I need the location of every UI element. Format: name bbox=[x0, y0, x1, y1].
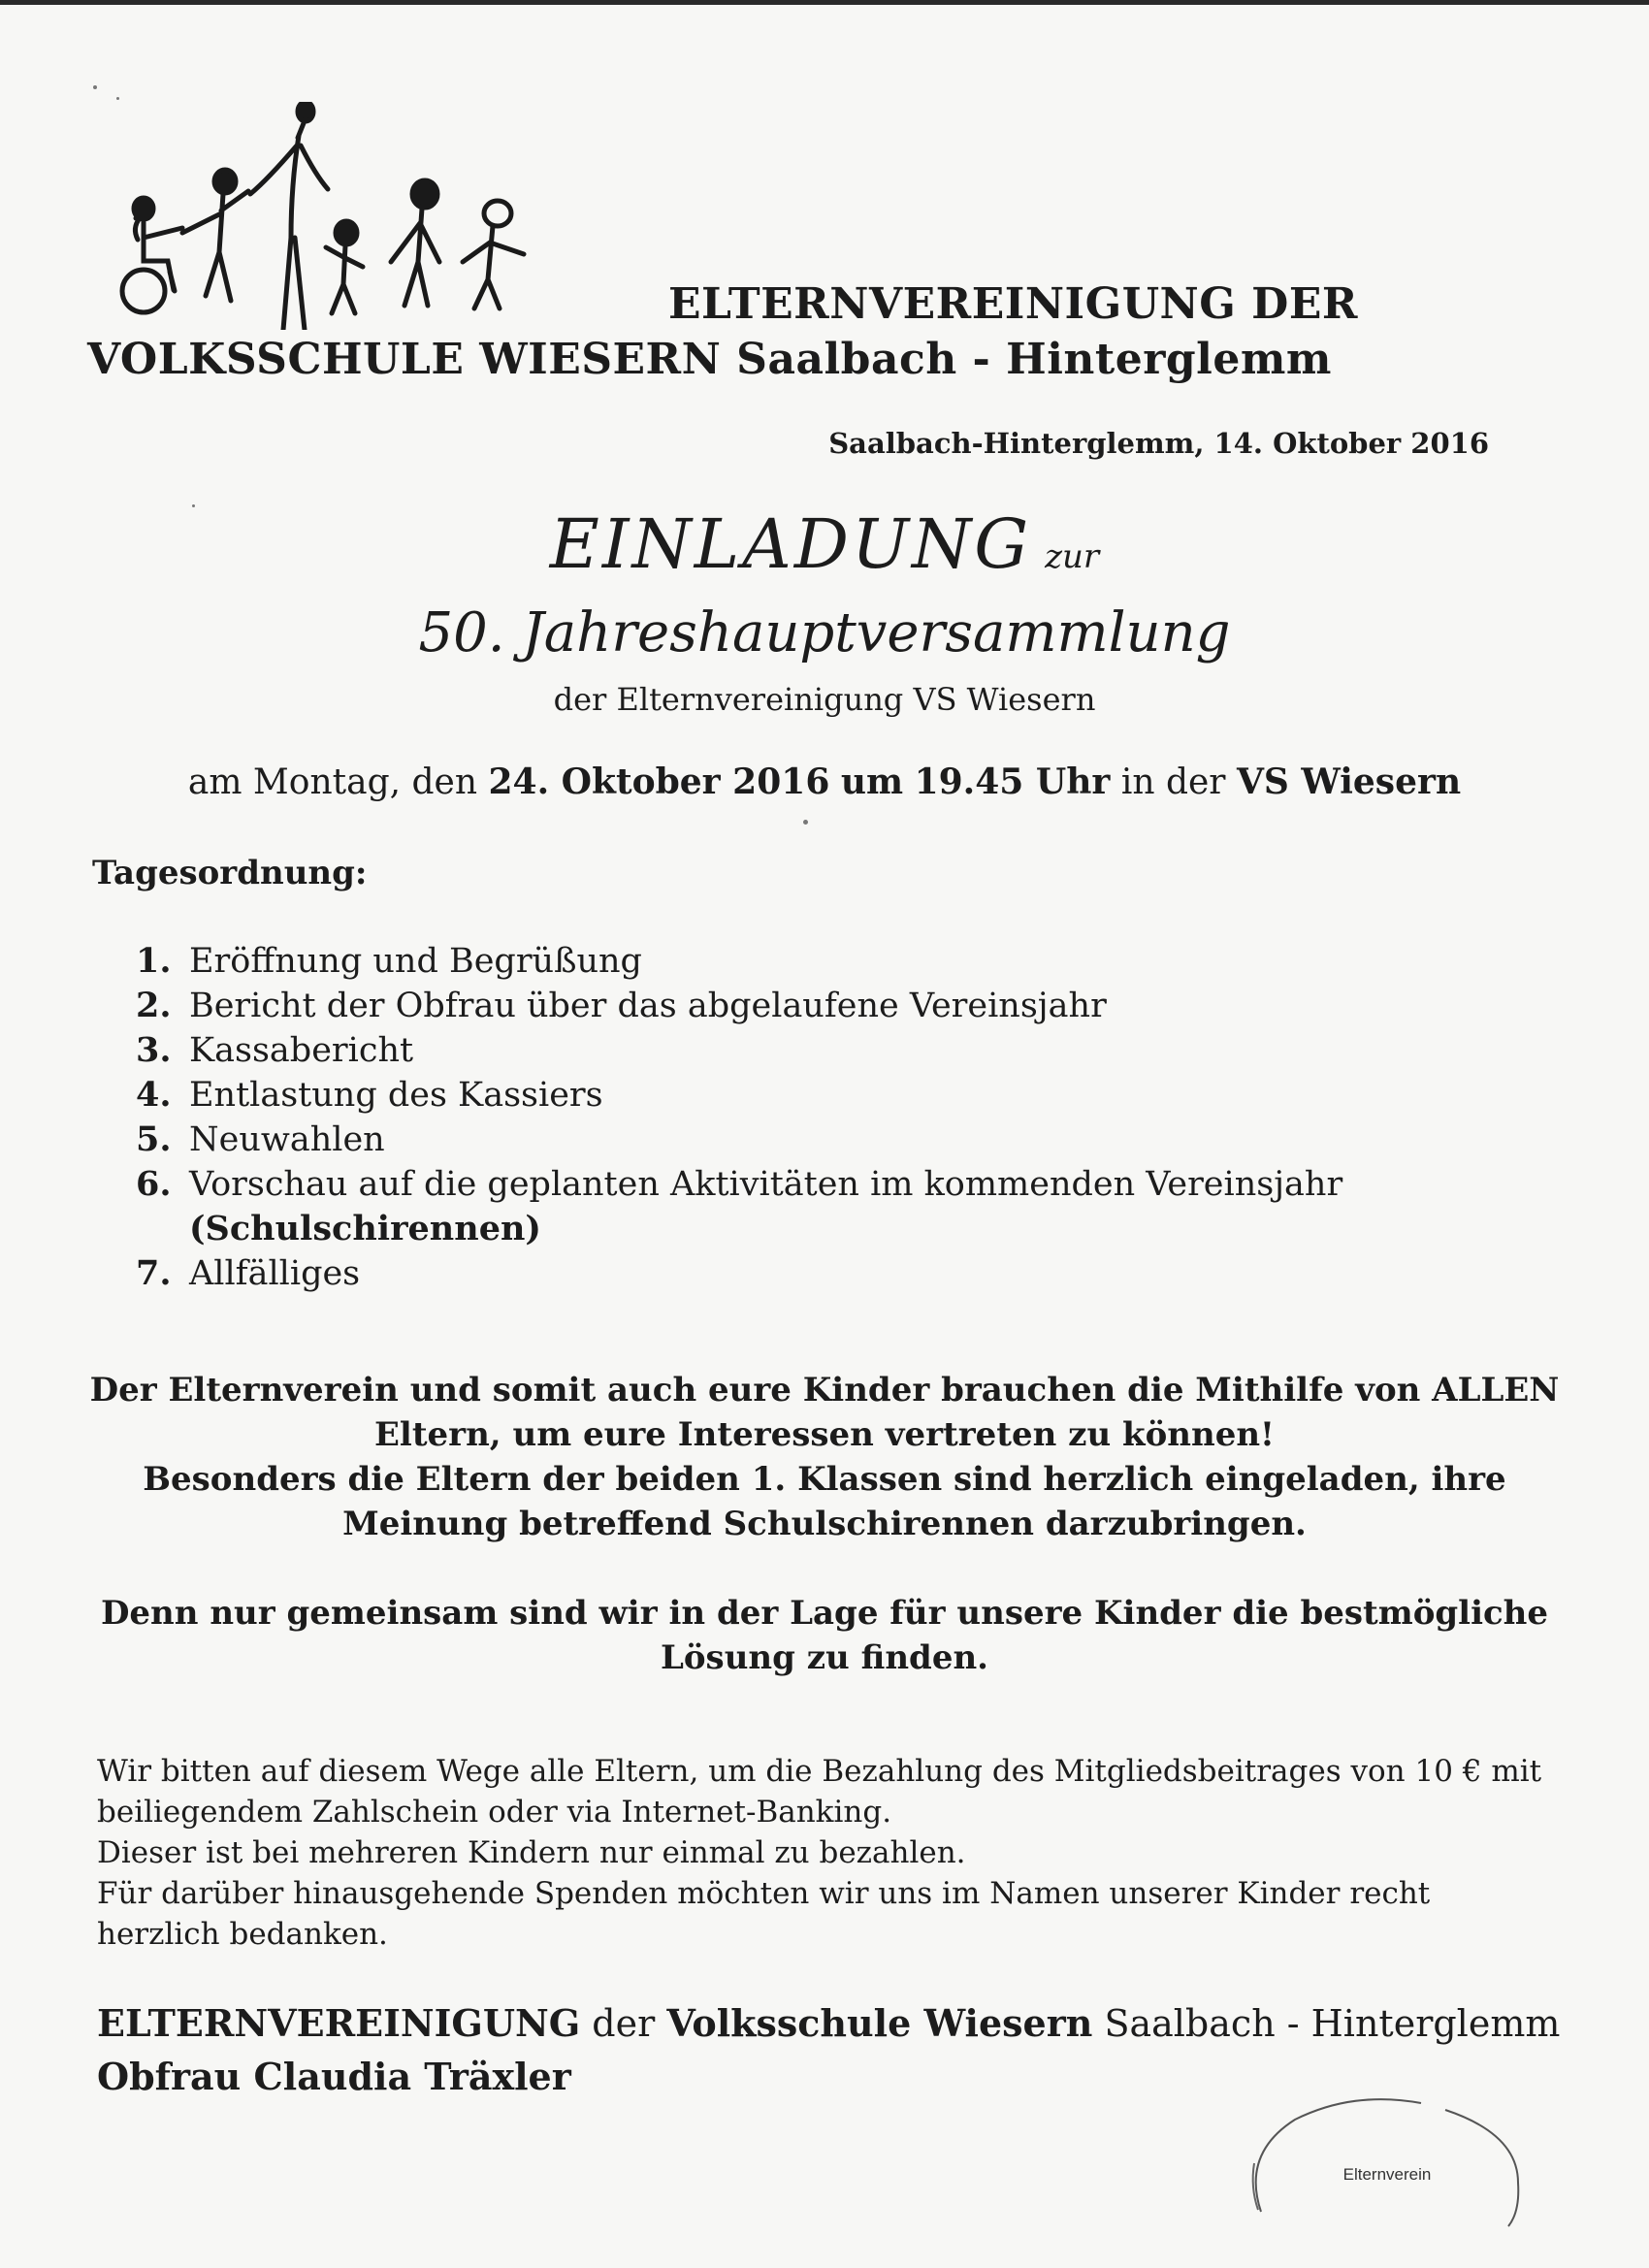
payment-line: Für darüber hinausgehende Spenden möchten wir uns im Namen unserer Kinder recht bbox=[97, 1876, 1431, 1911]
appeal-line: Der Elternverein und somit auch eure Kinder brauchen die Mithilfe von ALLEN bbox=[89, 1371, 1560, 1409]
meeting-time: 19.45 Uhr bbox=[914, 761, 1111, 802]
agenda-item bbox=[136, 1073, 1342, 1118]
agenda-text: Entlastung des Kassiers bbox=[189, 1076, 603, 1115]
agenda-number: 6. bbox=[136, 1164, 172, 1204]
agenda-text: Neuwahlen bbox=[189, 1120, 385, 1159]
scan-speck bbox=[192, 504, 195, 507]
agenda-text: Bericht der Obfrau über das abgelaufene Vereinsjahr bbox=[189, 987, 1107, 1025]
appeal-line: Meinung betreffend Schulschirennen darzubringen. bbox=[342, 1505, 1307, 1543]
header-line-2: VOLKSSCHULE WIESERN Saalbach - Hinterglemm bbox=[87, 335, 1332, 384]
appeal-block bbox=[0, 1368, 1649, 1680]
agenda-number: 2. bbox=[136, 986, 172, 1025]
appeal-line: Besonders die Eltern der beiden 1. Klassen sind herzlich eingeladen, ihre bbox=[143, 1460, 1506, 1499]
signature-organization bbox=[97, 2001, 1560, 2045]
agenda-item bbox=[136, 939, 1342, 984]
payment-line: herzlich bedanken. bbox=[97, 1917, 388, 1952]
meeting-date: 24. Oktober 2016 bbox=[488, 761, 830, 802]
agenda-text: Kassabericht bbox=[189, 1031, 414, 1070]
agenda-text: Vorschau auf die geplanten Aktivitäten im kommenden Vereinsjahr bbox=[189, 1165, 1343, 1204]
title-connector: zur bbox=[1045, 537, 1100, 576]
organizer-line: der Elternvereinigung VS Wiesern bbox=[553, 681, 1096, 718]
scan-speck bbox=[803, 820, 808, 825]
agenda-item bbox=[136, 1028, 1342, 1073]
agenda-text-group bbox=[189, 1162, 1342, 1251]
meeting-in-der: in der bbox=[1120, 762, 1226, 802]
agenda-subtext: (Schulschirennen) bbox=[189, 1209, 541, 1248]
signature-school: Volksschule Wiesern bbox=[666, 2001, 1093, 2045]
stamp-label: Elternverein bbox=[1342, 2165, 1432, 2184]
payment-line: beiliegendem Zahlschein oder via Internet-Banking. bbox=[97, 1795, 892, 1830]
invitation-title bbox=[0, 504, 1649, 584]
agenda-number: 3. bbox=[136, 1030, 172, 1070]
meeting-um: um bbox=[840, 761, 904, 802]
signature-org-bold: ELTERNVEREINIGUNG bbox=[97, 2001, 581, 2045]
agenda-text: Allfälliges bbox=[189, 1254, 361, 1293]
scan-top-edge bbox=[0, 0, 1649, 5]
agenda-number: 4. bbox=[136, 1075, 172, 1115]
appeal-line: Denn nur gemeinsam sind wir in der Lage für unsere Kinder die bestmögliche bbox=[100, 1594, 1549, 1633]
meeting-prefix: am Montag, den bbox=[187, 762, 478, 802]
agenda-item bbox=[136, 1162, 1342, 1251]
signature-place: Saalbach - Hinterglemm bbox=[1104, 2002, 1561, 2045]
scan-speck bbox=[116, 97, 119, 100]
agenda-heading: Tagesordnung: bbox=[92, 854, 368, 892]
agenda-number: 5. bbox=[136, 1119, 172, 1159]
meeting-name: 50. Jahreshauptversammlung bbox=[418, 601, 1231, 664]
agenda-item bbox=[136, 1118, 1342, 1162]
appeal-line: Eltern, um eure Interessen vertreten zu können! bbox=[374, 1415, 1275, 1454]
spacer bbox=[0, 1546, 1649, 1591]
letter-date: Saalbach-Hinterglemm, 14. Oktober 2016 bbox=[828, 427, 1489, 460]
signature-der: der bbox=[592, 2002, 656, 2045]
agenda-list bbox=[136, 939, 1342, 1296]
agenda-item bbox=[136, 984, 1342, 1028]
appeal-line: Lösung zu finden. bbox=[660, 1638, 989, 1677]
scan-speck bbox=[93, 85, 97, 89]
agenda-text: Eröffnung und Begrüßung bbox=[189, 942, 642, 981]
agenda-item bbox=[136, 1251, 1342, 1296]
payment-paragraph bbox=[97, 1751, 1552, 1955]
header-line-1: ELTERNVEREINIGUNG DER bbox=[668, 279, 1358, 329]
payment-line: Wir bitten auf diesem Wege alle Eltern, um die Bezahlung des Mitgliedsbeitrages von 10 € mit bbox=[97, 1754, 1542, 1789]
meeting-place: VS Wiesern bbox=[1236, 761, 1462, 802]
title-main: EINLADUNG bbox=[549, 504, 1032, 584]
school-logo-icon bbox=[116, 102, 534, 330]
payment-line: Dieser ist bei mehreren Kindern nur einmal zu bezahlen. bbox=[97, 1835, 966, 1870]
association-stamp bbox=[1237, 2095, 1537, 2251]
agenda-number: 1. bbox=[136, 941, 172, 981]
signature-chair: Obfrau Claudia Träxler bbox=[97, 2055, 571, 2098]
agenda-number: 7. bbox=[136, 1253, 172, 1293]
meeting-details bbox=[0, 761, 1649, 802]
